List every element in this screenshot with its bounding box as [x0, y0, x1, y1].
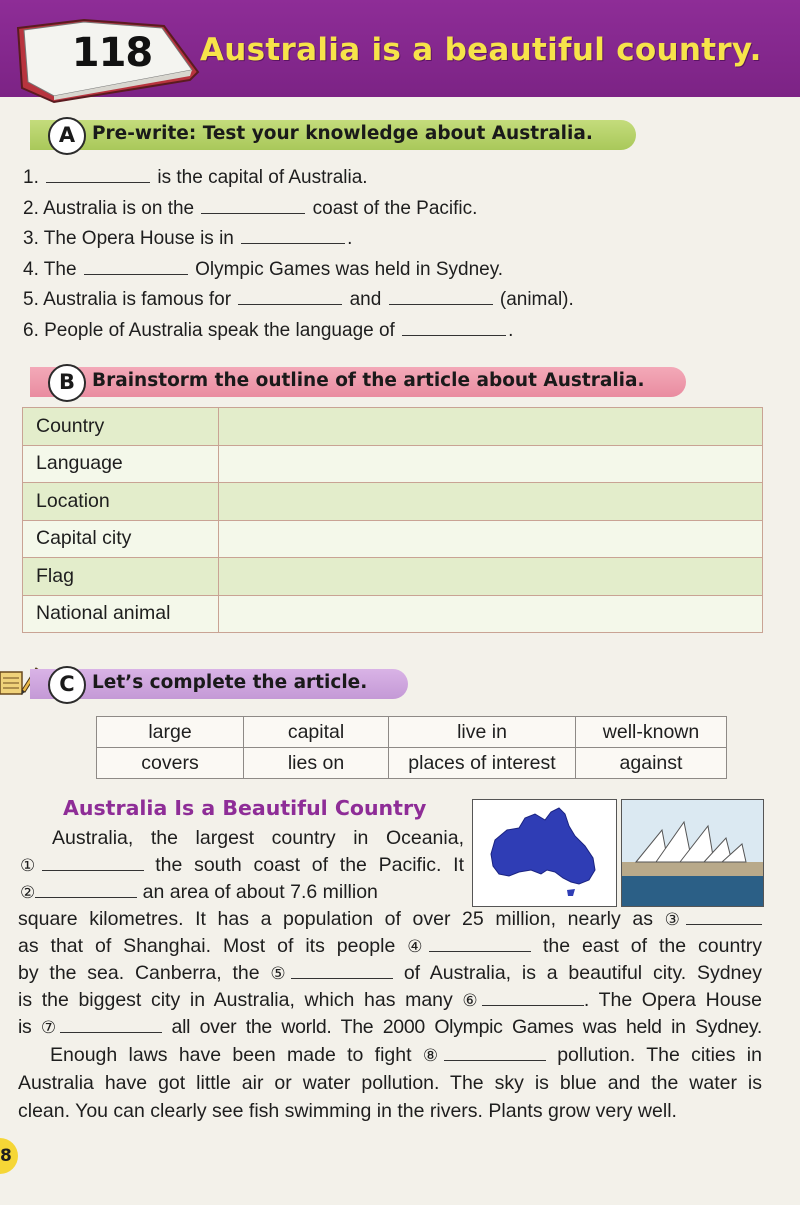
article-text: Australia have got little air or water pollution. The sky is blue and the water is [18, 1072, 762, 1094]
article-line [18, 960, 762, 988]
question-list [23, 163, 763, 346]
word-bank-row [97, 717, 727, 748]
word-option: lies on [244, 748, 389, 779]
answer-blank[interactable] [389, 303, 493, 305]
question-3 [23, 224, 763, 255]
table-row [23, 558, 763, 596]
table-row [23, 408, 763, 446]
word-bank-row [97, 748, 727, 779]
table-row [23, 483, 763, 521]
article-text: pollution. The cities in [545, 1044, 762, 1066]
question-5 [23, 285, 763, 316]
question-text: . [347, 228, 353, 249]
blank-number: ② [20, 883, 36, 903]
question-text: 2. Australia is on the [23, 197, 200, 219]
question-text: 5. Australia is famous for [23, 289, 237, 310]
article-line [20, 879, 378, 907]
australia-map-image [472, 799, 617, 907]
question-text: 3. The Opera House is in [23, 228, 240, 249]
table-row [23, 520, 763, 558]
section-b-badge: B [48, 364, 86, 402]
article-line [18, 1014, 762, 1042]
article-text: square kilometres. It has a population of over 25 million, nearly as [18, 908, 665, 930]
article-text: . The Opera House [583, 989, 763, 1011]
article-blank[interactable] [35, 896, 137, 898]
section-c-badge: C [48, 666, 86, 704]
question-text: . [508, 319, 514, 341]
article-blank[interactable] [444, 1059, 546, 1061]
answer-cell[interactable] [219, 483, 763, 521]
word-option: live in [389, 717, 576, 748]
lesson-title: Australia is a beautiful country. [200, 32, 762, 68]
article-text: clean. You can clearly see fish swimming in the rivers. Plants grow very well. [18, 1100, 677, 1122]
article-blank[interactable] [429, 950, 531, 952]
question-text: 1. [23, 167, 45, 188]
article-text: Australia, the largest country in Oceania, [52, 827, 464, 849]
row-label: Country [23, 408, 219, 446]
article-text: Enough laws have been made to fight [50, 1044, 423, 1066]
article-line [18, 987, 762, 1015]
question-text: coast of the Pacific. [307, 197, 478, 219]
blank-number: ⑧ [422, 1046, 444, 1066]
table-row [23, 595, 763, 633]
answer-cell[interactable] [219, 445, 763, 483]
article-text: as that of Shanghai. Most of its people [18, 935, 408, 957]
answer-blank[interactable] [402, 334, 506, 336]
article-text: an area of about 7.6 million [137, 881, 378, 903]
blank-number: ⑥ [462, 991, 482, 1011]
question-text: and [344, 289, 387, 310]
word-option: covers [97, 748, 244, 779]
answer-blank[interactable] [201, 212, 305, 214]
word-option: places of interest [389, 748, 576, 779]
answer-cell[interactable] [219, 558, 763, 596]
section-a-badge: A [48, 117, 86, 155]
lesson-number: 118 [71, 30, 153, 76]
answer-cell[interactable] [219, 595, 763, 633]
article-blank[interactable] [686, 923, 762, 925]
word-option: against [576, 748, 727, 779]
row-label: Capital city [23, 520, 219, 558]
question-text: 6. People of Australia speak the language of [23, 319, 401, 341]
blank-number: ⑤ [270, 964, 292, 984]
word-option: large [97, 717, 244, 748]
answer-cell[interactable] [219, 520, 763, 558]
article-line [20, 852, 464, 880]
article-text: is [18, 1016, 41, 1038]
article-line [18, 933, 762, 961]
article-line [18, 1070, 762, 1097]
question-text: (animal). [494, 289, 574, 310]
row-label: National animal [23, 595, 219, 633]
answer-blank[interactable] [84, 273, 188, 275]
article-line [18, 1098, 677, 1125]
outline-table [22, 407, 763, 633]
section-c-title: Let’s complete the article. [92, 672, 368, 693]
word-option: capital [244, 717, 389, 748]
blank-number: ① [20, 856, 42, 876]
question-text: is the capital of Australia. [152, 167, 368, 188]
answer-cell[interactable] [219, 408, 763, 446]
question-2 [23, 194, 763, 225]
article-blank[interactable] [60, 1031, 162, 1033]
blank-number: ⑦ [40, 1018, 61, 1038]
article-text: is the biggest city in Australia, which has many [18, 989, 463, 1011]
australia-map-icon [473, 800, 616, 906]
word-option: well-known [576, 717, 727, 748]
word-bank [96, 716, 727, 779]
article-blank[interactable] [291, 977, 393, 979]
article-line [18, 906, 762, 934]
article-line [50, 1042, 762, 1070]
blank-number: ④ [407, 937, 430, 957]
row-label: Language [23, 445, 219, 483]
row-label: Location [23, 483, 219, 521]
page-number: 8 [0, 1138, 18, 1174]
article-text: the south coast of the Pacific. It [143, 854, 464, 876]
answer-blank[interactable] [46, 181, 150, 183]
blank-number: ③ [664, 910, 686, 930]
table-row [23, 445, 763, 483]
article-text: by the sea. Canberra, the [18, 962, 271, 984]
opera-house-icon [622, 800, 763, 906]
answer-blank[interactable] [241, 242, 345, 244]
answer-blank[interactable] [238, 303, 342, 305]
article-title: Australia Is a Beautiful Country [63, 796, 427, 820]
row-label: Flag [23, 558, 219, 596]
article-text: of Australia, is a beautiful city. Sydney [393, 962, 763, 984]
article-blank[interactable] [42, 869, 144, 871]
article-blank[interactable] [482, 1004, 584, 1006]
question-6 [23, 316, 763, 347]
article-text: the east of the country [531, 935, 762, 957]
question-text: 4. The [23, 258, 82, 280]
article-text: all over the world. The 2000 Olympic Games was held in Sydney. [162, 1016, 762, 1038]
question-text: Olympic Games was held in Sydney. [189, 258, 504, 280]
question-4 [23, 255, 763, 286]
section-b-title: Brainstorm the outline of the article about Australia. [92, 370, 645, 391]
opera-house-image [621, 799, 764, 907]
article-line [52, 825, 464, 852]
question-1 [23, 163, 763, 194]
section-a-title: Pre-write: Test your knowledge about Australia. [92, 123, 593, 144]
